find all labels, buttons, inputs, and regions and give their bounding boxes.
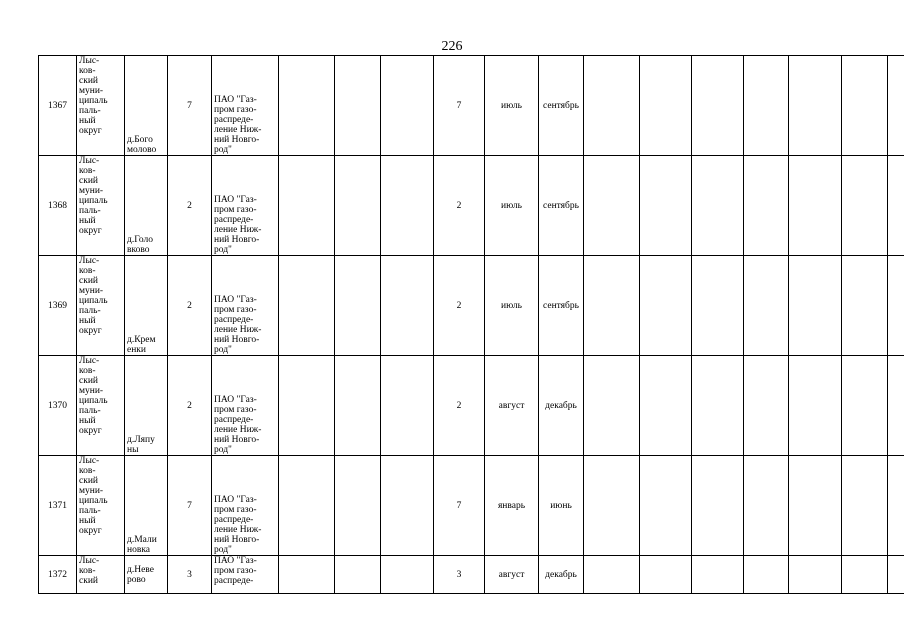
district-line: муни- [79, 186, 104, 196]
count-cell: 7 [168, 456, 212, 556]
organization-cell [212, 56, 279, 156]
empty-cell [744, 156, 789, 256]
empty-cell [692, 456, 744, 556]
district-line: округ [79, 526, 102, 536]
empty-cell [381, 256, 434, 356]
organization-cell [212, 256, 279, 356]
district-line: ципаль [79, 396, 108, 406]
organization-cell [212, 556, 279, 594]
district-line: Лыс- [79, 356, 100, 366]
count2-cell: 2 [434, 256, 485, 356]
village-line: рово [127, 574, 146, 585]
empty-cell [744, 356, 789, 456]
district-line: ков- [79, 566, 96, 576]
empty-cell [842, 256, 888, 356]
table-row [39, 456, 904, 556]
district-line: ков- [79, 66, 96, 76]
organization-line: пром газо- [214, 566, 257, 576]
organization-line: ний Новго- [214, 535, 260, 545]
count2-cell: 2 [434, 356, 485, 456]
district-line: ный [79, 416, 96, 426]
organization-line: ний Новго- [214, 335, 260, 345]
village-line: д.Мали [127, 535, 157, 545]
village-line: д.Бого [127, 135, 153, 145]
district-cell [77, 256, 125, 356]
district-line: ский [79, 276, 98, 286]
month-end-cell: декабрь [539, 556, 584, 594]
empty-cell [279, 356, 335, 456]
empty-cell [789, 56, 842, 156]
count2-cell: 3 [434, 556, 485, 594]
empty-cell [640, 156, 692, 256]
empty-cell [842, 56, 888, 156]
month-start-cell: июль [485, 156, 539, 256]
organization-line: распреде- [214, 576, 254, 586]
empty-cell [789, 156, 842, 256]
empty-cell [842, 556, 888, 594]
organization-line: ление Ниж- [214, 525, 262, 535]
organization-line: ний Новго- [214, 435, 260, 445]
empty-cell [744, 256, 789, 356]
organization-line: ление Ниж- [214, 425, 262, 435]
month-end-cell: июнь [539, 456, 584, 556]
count-cell: 7 [168, 56, 212, 156]
empty-cell [692, 556, 744, 594]
organization-line: пром газо- [214, 105, 257, 115]
empty-cell [692, 156, 744, 256]
organization-line: ПАО "Газ- [214, 395, 257, 405]
organization-line: ПАО "Газ- [214, 556, 257, 566]
empty-cell [888, 156, 904, 256]
empty-cell [789, 456, 842, 556]
empty-cell [335, 356, 381, 456]
month-start-cell: август [485, 556, 539, 594]
month-start-cell: август [485, 356, 539, 456]
district-line: Лыс- [79, 256, 100, 266]
empty-cell [789, 356, 842, 456]
organization-line: пром газо- [214, 205, 257, 215]
district-line: ный [79, 116, 96, 126]
village-cell [125, 356, 168, 456]
district-line: ков- [79, 166, 96, 176]
organization-line: пром газо- [214, 505, 257, 515]
district-line: Лыс- [79, 56, 100, 66]
district-line: ский [79, 476, 98, 486]
village-line: молово [127, 145, 157, 155]
empty-cell [584, 56, 640, 156]
count2-cell: 2 [434, 156, 485, 256]
organization-line: род" [214, 345, 232, 355]
month-start-cell: январь [485, 456, 539, 556]
village-line: д.Крем [127, 335, 156, 345]
row-number: 1372 [39, 556, 77, 594]
village-line: вково [127, 245, 150, 255]
empty-cell [888, 356, 904, 456]
district-line: ков- [79, 366, 96, 376]
district-line: ципаль [79, 496, 108, 506]
empty-cell [381, 56, 434, 156]
empty-cell [640, 256, 692, 356]
table-row [39, 56, 904, 156]
month-start-cell: июль [485, 56, 539, 156]
organization-line: распреде- [214, 215, 254, 225]
month-end-cell: сентябрь [539, 156, 584, 256]
empty-cell [842, 456, 888, 556]
organization-line: ление Ниж- [214, 225, 262, 235]
organization-line: распреде- [214, 115, 254, 125]
district-line: паль- [79, 306, 101, 316]
district-line: округ [79, 226, 102, 236]
organization-cell [212, 356, 279, 456]
count-cell: 3 [168, 556, 212, 594]
district-line: муни- [79, 386, 104, 396]
district-line: муни- [79, 86, 104, 96]
district-line: муни- [79, 486, 104, 496]
district-line: Лыс- [79, 556, 100, 566]
district-cell [77, 356, 125, 456]
district-line: ков- [79, 466, 96, 476]
organization-line: ПАО "Газ- [214, 95, 257, 105]
village-line: ны [127, 445, 139, 455]
organization-line: распреде- [214, 415, 254, 425]
district-cell [77, 456, 125, 556]
organization-cell [212, 156, 279, 256]
organization-line: ление Ниж- [214, 125, 262, 135]
village-cell [125, 456, 168, 556]
district-line: ный [79, 516, 96, 526]
empty-cell [640, 56, 692, 156]
empty-cell [584, 156, 640, 256]
empty-cell [381, 456, 434, 556]
table-row [39, 256, 904, 356]
page-number: 226 [441, 39, 463, 54]
organization-line: пром газо- [214, 405, 257, 415]
district-line: ский [79, 376, 98, 386]
empty-cell [888, 556, 904, 594]
empty-cell [744, 56, 789, 156]
organization-line: род" [214, 245, 232, 255]
empty-cell [381, 156, 434, 256]
empty-cell [335, 256, 381, 356]
empty-cell [640, 556, 692, 594]
empty-cell [584, 356, 640, 456]
organization-line: распреде- [214, 315, 254, 325]
district-line: паль- [79, 406, 101, 416]
count-cell: 2 [168, 256, 212, 356]
organization-line: род" [214, 145, 232, 155]
empty-cell [584, 456, 640, 556]
village-cell [125, 156, 168, 256]
empty-cell [744, 556, 789, 594]
empty-cell [888, 256, 904, 356]
village-line: енки [127, 345, 146, 355]
count-cell: 2 [168, 356, 212, 456]
empty-cell [584, 256, 640, 356]
district-line: паль- [79, 506, 101, 516]
empty-cell [842, 356, 888, 456]
village-line: новка [127, 545, 151, 555]
empty-cell [789, 556, 842, 594]
empty-cell [335, 56, 381, 156]
empty-cell [279, 56, 335, 156]
empty-cell [692, 356, 744, 456]
district-line: округ [79, 126, 102, 136]
organization-line: ний Новго- [214, 235, 260, 245]
organization-line: ление Ниж- [214, 325, 262, 335]
month-end-cell: декабрь [539, 356, 584, 456]
month-end-cell: сентябрь [539, 256, 584, 356]
district-line: ципаль [79, 196, 108, 206]
district-line: Лыс- [79, 456, 100, 466]
district-line: ский [79, 76, 98, 86]
district-line: паль- [79, 206, 101, 216]
district-line: Лыс- [79, 156, 100, 166]
empty-cell [789, 256, 842, 356]
organization-line: ПАО "Газ- [214, 195, 257, 205]
month-start-cell: июль [485, 256, 539, 356]
village-cell [125, 56, 168, 156]
empty-cell [335, 556, 381, 594]
organization-line: род" [214, 445, 232, 455]
village-line: д.Голо [127, 235, 153, 245]
village-line: д.Неве [127, 564, 154, 575]
village-cell [125, 256, 168, 356]
district-line: ский [79, 176, 98, 186]
district-line: ков- [79, 266, 96, 276]
district-line: муни- [79, 286, 104, 296]
organization-line: пром газо- [214, 305, 257, 315]
empty-cell [640, 456, 692, 556]
empty-cell [279, 156, 335, 256]
empty-cell [335, 456, 381, 556]
district-line: ный [79, 316, 96, 326]
empty-cell [335, 156, 381, 256]
empty-cell [888, 456, 904, 556]
district-line: ный [79, 216, 96, 226]
row-number: 1371 [39, 456, 77, 556]
district-line: округ [79, 326, 102, 336]
table-row [39, 156, 904, 256]
empty-cell [381, 556, 434, 594]
empty-cell [584, 556, 640, 594]
empty-cell [381, 356, 434, 456]
count-cell: 2 [168, 156, 212, 256]
row-number: 1368 [39, 156, 77, 256]
empty-cell [744, 456, 789, 556]
row-number: 1367 [39, 56, 77, 156]
empty-cell [640, 356, 692, 456]
district-cell [77, 56, 125, 156]
district-line: ципаль [79, 296, 108, 306]
empty-cell [279, 256, 335, 356]
district-cell [77, 156, 125, 256]
village-cell [125, 556, 168, 594]
district-line: паль- [79, 106, 101, 116]
empty-cell [888, 56, 904, 156]
district-cell [77, 556, 125, 594]
organization-line: ПАО "Газ- [214, 495, 257, 505]
organization-line: ний Новго- [214, 135, 260, 145]
row-number: 1369 [39, 256, 77, 356]
table-row [39, 356, 904, 456]
organization-cell [212, 456, 279, 556]
empty-cell [692, 56, 744, 156]
table-row [39, 556, 904, 594]
organization-line: ПАО "Газ- [214, 295, 257, 305]
district-line: ский [79, 576, 98, 586]
row-number: 1370 [39, 356, 77, 456]
village-line: д.Ляпу [127, 435, 155, 445]
count2-cell: 7 [434, 456, 485, 556]
empty-cell [842, 156, 888, 256]
empty-cell [279, 556, 335, 594]
count2-cell: 7 [434, 56, 485, 156]
document-table [38, 55, 904, 594]
empty-cell [279, 456, 335, 556]
empty-cell [692, 256, 744, 356]
organization-line: род" [214, 545, 232, 555]
month-end-cell: сентябрь [539, 56, 584, 156]
organization-line: распреде- [214, 515, 254, 525]
district-line: ципаль [79, 96, 108, 106]
district-line: округ [79, 426, 102, 436]
